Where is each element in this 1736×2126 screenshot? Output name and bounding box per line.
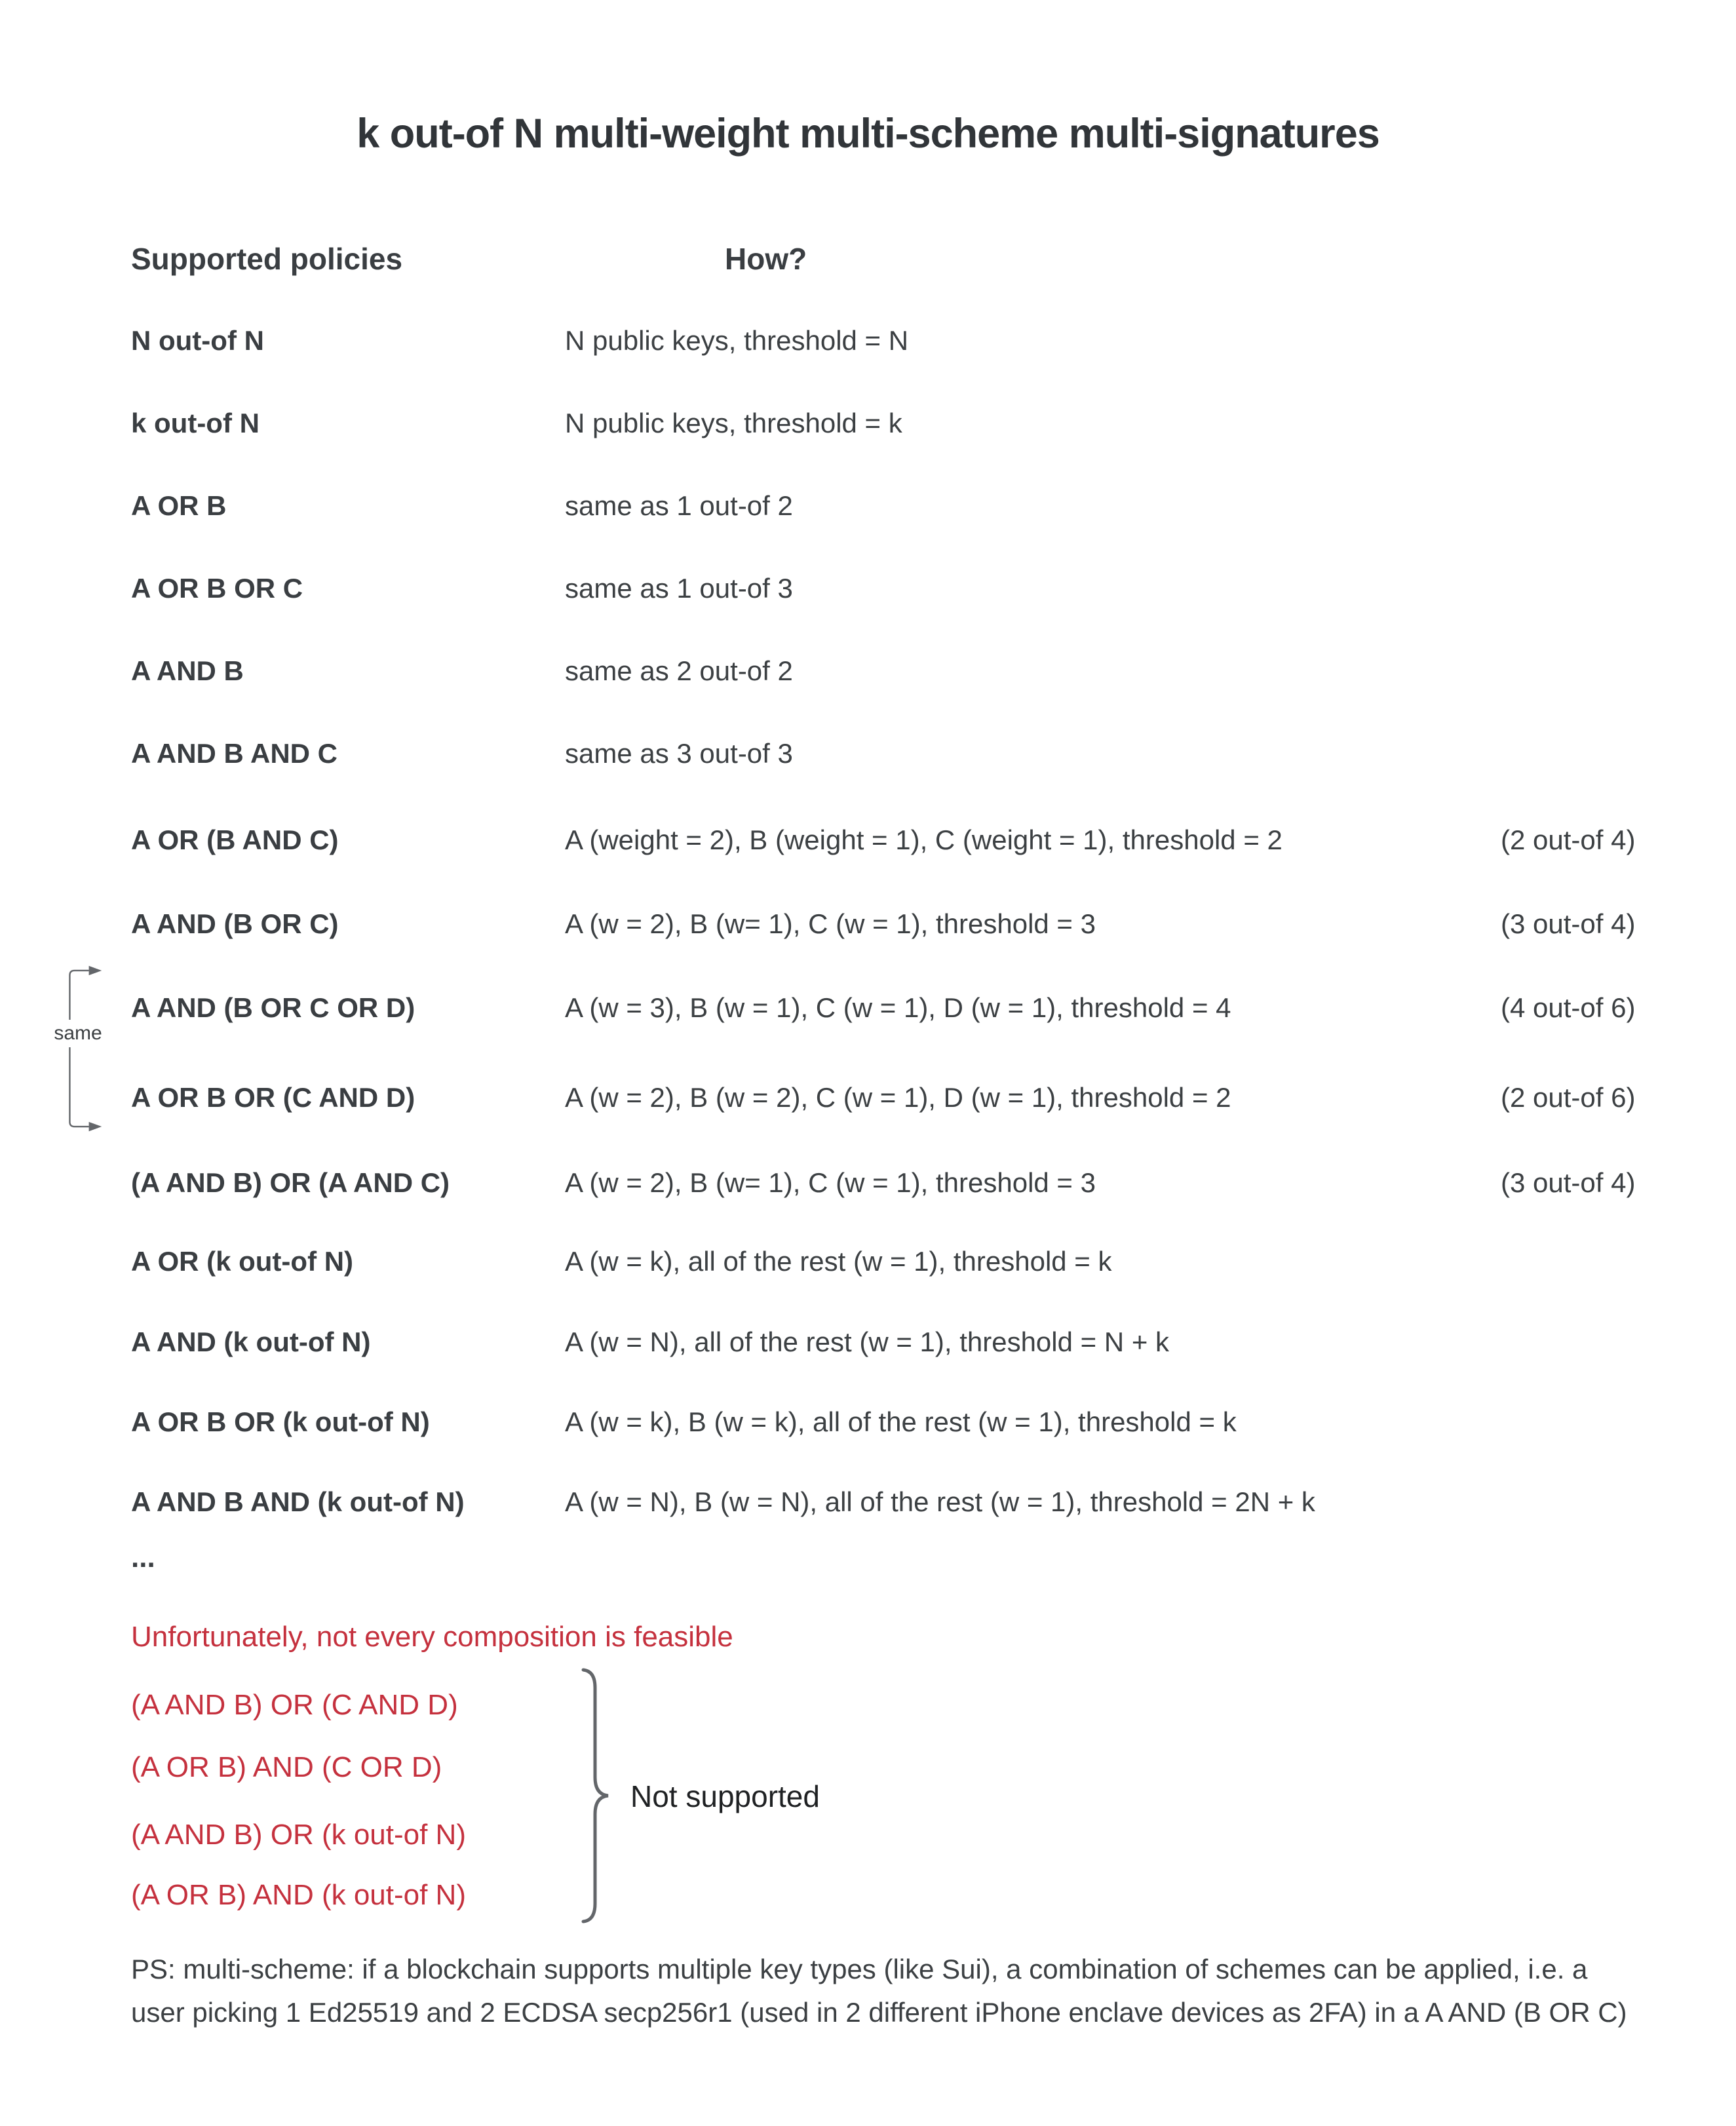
policy-label: A OR B OR (k out-of N) bbox=[131, 1406, 430, 1437]
how-text: same as 3 out-of 3 bbox=[565, 738, 793, 769]
policy-row bbox=[0, 1242, 1736, 1281]
policy-row bbox=[0, 651, 1736, 691]
policy-row bbox=[0, 404, 1736, 443]
policy-label: A OR B OR (C AND D) bbox=[131, 1082, 415, 1113]
how-text: A (w = N), B (w = N), all of the rest (w = 1), threshold = 2N + k bbox=[565, 1486, 1315, 1517]
how-text: same as 1 out-of 2 bbox=[565, 490, 793, 521]
same-bracket-arrows bbox=[56, 898, 138, 1199]
how-text: A (weight = 2), B (weight = 1), C (weight = 1), threshold = 2 bbox=[565, 824, 1283, 855]
arrow-up-right-icon bbox=[89, 966, 102, 975]
how-text: same as 2 out-of 2 bbox=[565, 655, 793, 686]
ps-footnote: PS: multi-scheme: if a blockchain supports multiple key types (like Sui), a combination of schemes can be applied, i.e. a user picking 1 Ed25519 and 2 ECDSA secp256r1 (used in 2 different iPhone enclave devices as 2FA) in a A AND (B OR C) bbox=[131, 1954, 1627, 2028]
how-text: N public keys, threshold = N bbox=[565, 325, 909, 356]
infeasible-item: (A OR B) AND (C OR D) bbox=[131, 1751, 442, 1783]
policy-row bbox=[0, 1482, 1736, 1522]
infeasible-item: (A OR B) AND (k out-of N) bbox=[131, 1879, 466, 1911]
arrow-down-right-icon bbox=[89, 1122, 102, 1131]
policy-row bbox=[0, 734, 1736, 773]
policy-row bbox=[0, 1323, 1736, 1362]
policy-label: N out-of N bbox=[131, 325, 264, 356]
policy-label: A OR B OR C bbox=[131, 573, 303, 604]
policy-label: A OR (k out-of N) bbox=[131, 1246, 354, 1277]
table-ellipsis: ... bbox=[131, 1541, 155, 1574]
how-text: A (w = N), all of the rest (w = 1), threshold = N + k bbox=[565, 1326, 1170, 1357]
infeasible-item: (A AND B) OR (C AND D) bbox=[131, 1689, 458, 1721]
equivalence-note: (2 out-of 6) bbox=[1501, 1082, 1636, 1113]
policy-label: A AND (k out-of N) bbox=[131, 1326, 371, 1357]
policy-row bbox=[0, 486, 1736, 526]
policy-row bbox=[0, 988, 1736, 1028]
curly-brace-icon bbox=[573, 1665, 619, 1927]
infeasible-heading: Unfortunately, not every composition is feasible bbox=[131, 1621, 733, 1653]
how-text: A (w = k), all of the rest (w = 1), threshold = k bbox=[565, 1246, 1112, 1277]
policy-label: A AND B AND C bbox=[131, 738, 338, 769]
policy-label: (A AND B) OR (A AND C) bbox=[131, 1167, 450, 1198]
column-header-supported-policies: Supported policies bbox=[131, 242, 403, 276]
policy-label: A AND B bbox=[131, 655, 244, 686]
policy-row bbox=[0, 1402, 1736, 1442]
how-text: A (w = k), B (w = k), all of the rest (w = 1), threshold = k bbox=[565, 1406, 1237, 1437]
policy-row bbox=[0, 569, 1736, 608]
column-header-how: How? bbox=[725, 242, 807, 276]
infeasible-item: (A AND B) OR (k out-of N) bbox=[131, 1819, 466, 1851]
equivalence-note: (2 out-of 4) bbox=[1501, 824, 1636, 855]
equivalence-note: (4 out-of 6) bbox=[1501, 992, 1636, 1023]
how-text: same as 1 out-of 3 bbox=[565, 573, 793, 604]
page-title: k out-of N multi-weight multi-scheme multi-signatures bbox=[357, 111, 1379, 157]
equivalence-note: (3 out-of 4) bbox=[1501, 908, 1636, 939]
policy-row bbox=[0, 321, 1736, 360]
how-text: A (w = 2), B (w= 1), C (w = 1), threshold = 3 bbox=[565, 908, 1096, 939]
policy-row bbox=[0, 904, 1736, 944]
policy-label: A AND (B OR C OR D) bbox=[131, 992, 415, 1023]
equivalence-note: (3 out-of 4) bbox=[1501, 1167, 1636, 1198]
policy-label: A OR (B AND C) bbox=[131, 824, 339, 855]
how-text: A (w = 3), B (w = 1), C (w = 1), D (w = 1), threshold = 4 bbox=[565, 992, 1231, 1023]
how-text: N public keys, threshold = k bbox=[565, 408, 902, 438]
not-supported-label: Not supported bbox=[630, 1779, 820, 1813]
policy-row bbox=[0, 821, 1736, 860]
how-text: A (w = 2), B (w = 2), C (w = 1), D (w = 1), threshold = 2 bbox=[565, 1082, 1231, 1113]
policy-label: A AND B AND (k out-of N) bbox=[131, 1486, 465, 1517]
policy-row bbox=[0, 1163, 1736, 1203]
policy-label: A OR B bbox=[131, 490, 227, 521]
how-text: A (w = 2), B (w= 1), C (w = 1), threshold = 3 bbox=[565, 1167, 1096, 1198]
policy-label: A AND (B OR C) bbox=[131, 908, 339, 939]
policy-row bbox=[0, 1078, 1736, 1117]
policy-label: k out-of N bbox=[131, 408, 260, 438]
same-annotation-label: same bbox=[52, 1020, 103, 1047]
